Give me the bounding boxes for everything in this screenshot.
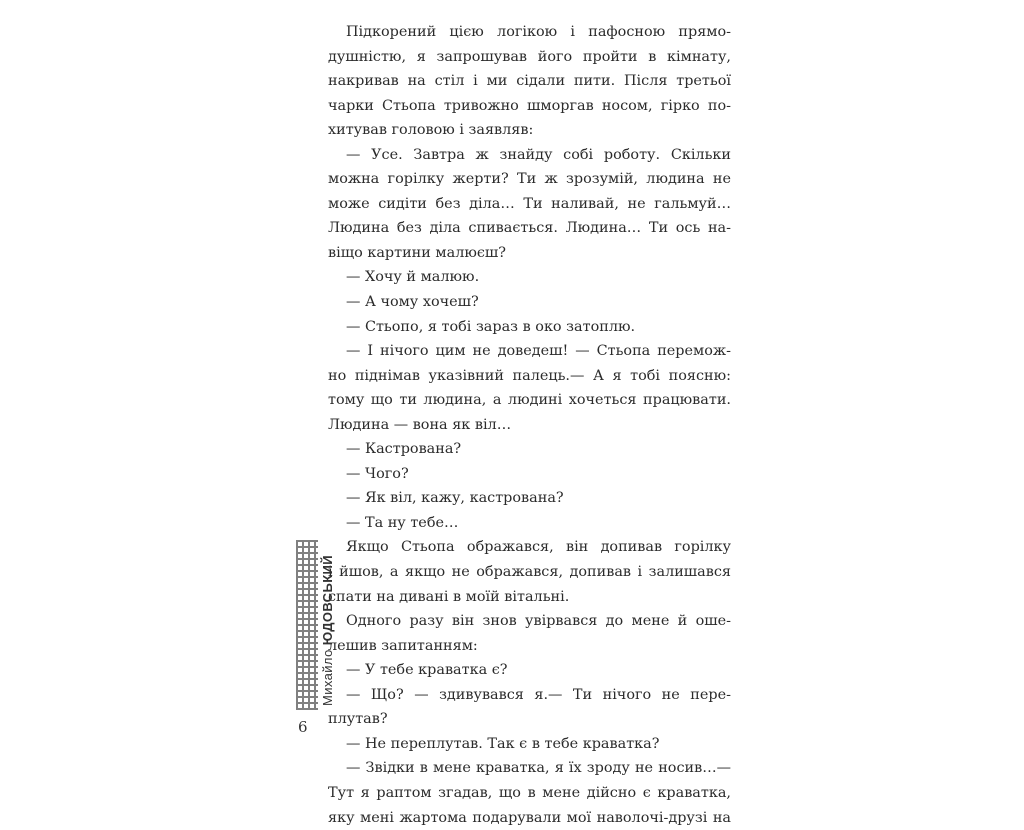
text-line: Якщо Стьопа ображався, він допивав горілку — [328, 535, 731, 560]
text-line: плутав? — [328, 707, 731, 732]
text-line: — Стьопо, я тобі зараз в око затоплю. — [328, 315, 731, 340]
text-line: хитував головою і заявляв: — [328, 118, 731, 143]
text-line: — Не переплутав. Так є в тебе краватка? — [328, 732, 731, 757]
text-line: і йшов, а якщо не ображався, допивав і залишався — [328, 560, 731, 585]
text-line: спати на дивані в моїй вітальні. — [328, 585, 731, 610]
author-first-name: Михайло — [320, 649, 335, 706]
text-line: лешив запитанням: — [328, 634, 731, 659]
text-line: — А чому хочеш? — [328, 290, 731, 315]
text-line: — Усе. Завтра ж знайду собі роботу. Скільки — [328, 143, 731, 168]
text-line: Людина — вона як віл… — [328, 413, 731, 438]
text-line: душністю, я запрошував його пройти в кімнату, — [328, 45, 731, 70]
text-line: Людина без діла спивається. Людина… Ти ось на- — [328, 216, 731, 241]
text-line: Одного разу він знов увірвався до мене й оше- — [328, 609, 731, 634]
text-line: — Звідки в мене краватка, я їх зроду не носив…— — [328, 756, 731, 781]
page-number: 6 — [298, 718, 308, 736]
text-line: — Чого? — [328, 462, 731, 487]
body-text — [328, 20, 731, 830]
author-surname: ЮДОВСЬКИЙ — [320, 555, 335, 645]
text-line: може сидіти без діла… Ти наливай, не гальмуй… — [328, 192, 731, 217]
text-line: Підкорений цією логікою і пафосною прямо- — [328, 20, 731, 45]
text-line: — Та ну тебе… — [328, 511, 731, 536]
text-line: — У тебе краватка є? — [328, 658, 731, 683]
text-line: можна горілку жерти? Ти ж зрозумій, людина не — [328, 167, 731, 192]
text-line: — Хочу й малюю. — [328, 265, 731, 290]
text-line: тому що ти людина, а людині хочеться працювати. — [328, 388, 731, 413]
text-line: но піднімав указівний палець.— А я тобі поясню: — [328, 364, 731, 389]
text-line: — І нічого цим не доведеш! — Стьопа перемож- — [328, 339, 731, 364]
text-line: яку мені жартома подарували мої наволочі-друзі на — [328, 806, 731, 830]
text-line: — Кастрована? — [328, 437, 731, 462]
running-head-author — [320, 555, 335, 706]
decorative-ornament-strip — [296, 540, 318, 710]
text-line: Тут я раптом згадав, що в мене дійсно є краватка, — [328, 781, 731, 806]
text-line: чарки Стьопа тривожно шморгав носом, гірко по- — [328, 94, 731, 119]
text-line: накривав на стіл і ми сідали пити. Після третьої — [328, 69, 731, 94]
text-line: — Що? — здивувався я.— Ти нічого не пере- — [328, 683, 731, 708]
text-line: віщо картини малюєш? — [328, 241, 731, 266]
text-line: — Як віл, кажу, кастрована? — [328, 486, 731, 511]
